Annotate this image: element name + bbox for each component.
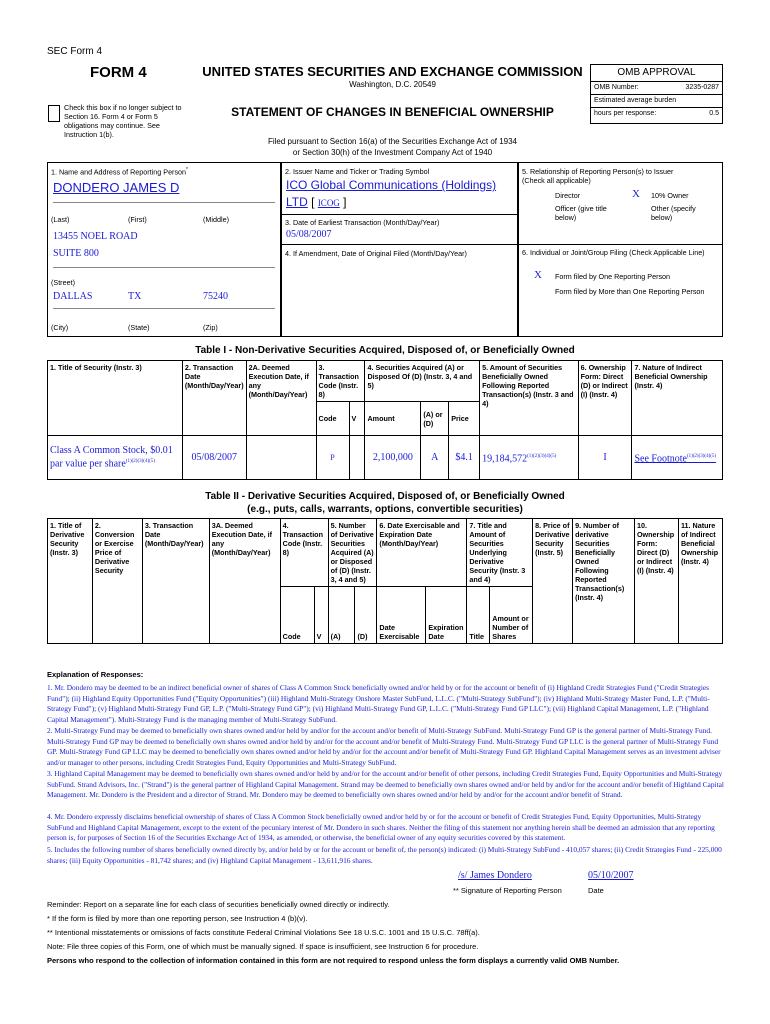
table2-title: Table II - Derivative Securities Acquired, Disposed of, or Beneficially Owned xyxy=(205,491,565,502)
t1-h-date: 2. Transaction Date (Month/Day/Year) xyxy=(182,361,246,436)
omb-hours-label: hours per response: xyxy=(594,110,657,117)
other-label: Other (specify below) xyxy=(651,204,696,222)
t2-h-conversion: 2. Conversion or Exercise Price of Derivative Security xyxy=(92,519,142,644)
form-title: FORM 4 xyxy=(90,64,147,81)
issuer-box xyxy=(281,162,518,337)
t2-h-number: 5. Number of Derivative Securities Acquired (A) or Disposed of (D) (Instr. 3, 4 and 5) xyxy=(328,519,377,587)
t2-h-number-owned: 9. Number of derivative Securities Beneficially Owned Following Reported Transaction(s) (Instr. 4) xyxy=(573,519,635,644)
box1-label: 1. Name and Address of Reporting Person xyxy=(51,167,187,177)
sec-form-label: SEC Form 4 xyxy=(47,46,103,57)
table1-title: Table I - Non-Derivative Securities Acquired, Disposed of, or Beneficially Owned xyxy=(195,345,575,356)
t2-sub-code: Code xyxy=(280,587,314,644)
t1-amount-owned: 19,184,572 xyxy=(482,453,528,465)
signature-name: /s/ James Dondero xyxy=(458,870,532,881)
t2-h-title: 1. Title of Derivative Security (Instr. 3) xyxy=(48,519,93,644)
omb-hours-value: 0.5 xyxy=(709,110,719,117)
box5-sublabel: (Check all applicable) xyxy=(522,176,591,185)
one-person-label: Form filed by One Reporting Person xyxy=(555,272,671,281)
t1-h-nature: 7. Nature of Indirect Beneficial Ownership (Instr. 4) xyxy=(632,361,723,436)
ten-percent-owner-label: 10% Owner xyxy=(651,191,689,200)
box6-label: 6. Individual or Joint/Group Filing (Check Applicable Line) xyxy=(522,248,705,257)
t1-transaction-code: P xyxy=(316,436,349,480)
footer-note-1: * If the form is filed by more than one reporting person, see Instruction 4 (b)(v). xyxy=(47,914,308,923)
state-label: (State) xyxy=(128,323,150,332)
issuer-name-line-2[interactable]: LTD xyxy=(286,195,308,209)
signature-date: 05/10/2007 xyxy=(588,870,634,881)
director-label: Director xyxy=(555,191,581,200)
t1-ownership-form: I xyxy=(578,436,632,480)
t1-h-code: 3. Transaction Code (Instr. 8) xyxy=(316,361,365,402)
t2-sub-amount: Amount or Number of Shares xyxy=(490,587,533,644)
reminder-text: Reminder: Report on a separate line for each class of securities beneficially owned directly or indirectly. xyxy=(47,900,390,909)
one-person-mark: X xyxy=(534,269,542,281)
box3-label: 3. Date of Earliest Transaction (Month/Day/Year) xyxy=(285,218,440,227)
omb-number-value: 3235-0287 xyxy=(685,84,719,91)
footer-note-2: ** Intentional misstatements or omissions of facts constitute Federal Criminal Violations See 18 U.S.C. 1001 and 15 U.S.C. 78ff(a). xyxy=(47,928,480,937)
t1-sub-ad: (A) or (D) xyxy=(421,402,449,436)
footnote-4: 4. Mr. Dondero expressly disclaims beneficial ownership of shares of Class A Common Stock beneficially owned and/or held by or for the account or benefit of Credit Strategies Fund, Equity Opportunities, Multi-Strategy SubFund and Highland Capital Management, except to the extent of the pecuniary interest of Mr. Dondero in such shares. Neither the filing of this statement nor anything herein shall be deemed an admission that any reporting person is, for purposes of Section 16 of the Securities Exchange Act of 1934, as amended, or otherwise, the beneficial owner of any equity securities covered by this statement. xyxy=(47,812,715,842)
t2-sub-date-exercisable: Date Exercisable xyxy=(377,587,426,644)
t2-sub-v: V xyxy=(314,587,328,644)
earliest-transaction-date: 05/08/2007 xyxy=(286,229,332,240)
explanation-title: Explanation of Responses: xyxy=(47,670,144,679)
t1-sub-code: Code xyxy=(316,402,349,436)
checkbox-text: Check this box if no longer subject to Section 16. Form 4 or Form 5 obligations may continue. See Instruction 1(b). xyxy=(64,103,182,139)
more-persons-label: Form filed by More than One Reporting Person xyxy=(555,287,705,296)
ten-percent-owner-mark: X xyxy=(632,188,640,200)
t1-h-deemed: 2A. Deemed Execution Date, if any (Month/Day/Year) xyxy=(246,361,316,436)
box4-label: 4. If Amendment, Date of Original Filed (Month/Day/Year) xyxy=(285,249,467,258)
ticker-symbol[interactable]: ICOG xyxy=(317,198,340,208)
footnote-2: 2. Multi-Strategy Fund may be deemed to beneficially own shares owned and/or held by and/or for the account and/or benefit of Multi-Strategy SubFund. Multi-Strategy Fund GP is the general partner of Multi-Strategy Fund. Multi-Strategy Fund GP may be deemed to beneficially own shares owned and/or held by and/or for the account and/or benefit of Multi-Strategy Fund. Multi-Strategy Fund GP LLC is the general partner of Multi-Strategy Fund GP. Multi-Strategy Fund GP LLC may be deemed to beneficially own shares owned and/or held by and/or for the account and/or benefit of Multi-Strategy Fund GP. Highland Capital Management serves as an investment adviser and/or manager to other persons, including Credit Strategies Fund, Equity Opportunities and Multi-Strategy SubFund. xyxy=(47,726,721,767)
middle-label: (Middle) xyxy=(203,215,229,224)
no-longer-subject-checkbox[interactable] xyxy=(48,105,60,122)
footnote-5: 5. Includes the following number of shares beneficially owned directly by, and/or held by or for the account or benefit of, the person(s) indicated: (i) Multi-Strategy SubFund - 410,057 shares; (ii) Credit Strategies Fund - 225,000 shares; (iii) Equity Opportunities - 81,742 shares; and (iv) Highland Capital Management - 13,611,916 shares. xyxy=(47,845,722,865)
footer-note-4: Persons who respond to the collection of information contained in this form are not required to respond unless the form displays a currently valid OMB Number. xyxy=(47,956,620,965)
box1-label-star: * xyxy=(186,167,188,173)
t2-h-ownership-form: 10. Ownership Form: Direct (D) or Indirect (I) (Instr. 4) xyxy=(634,519,678,644)
last-label: (Last) xyxy=(51,215,70,224)
t2-sub-a: (A) xyxy=(328,587,355,644)
non-derivative-table xyxy=(47,360,723,480)
table-row xyxy=(48,436,723,480)
state-value: TX xyxy=(128,291,142,302)
agency-city: Washington, D.C. 20549 xyxy=(349,80,436,89)
city-label: (City) xyxy=(51,323,69,332)
t1-security-title-fn: (1)(2)(3)(4)(5) xyxy=(125,459,155,465)
filed-line-1: Filed pursuant to Section 16(a) of the Securities Exchange Act of 1934 xyxy=(267,137,518,146)
t1-nature-fn: (1)(2)(3)(4)(5) xyxy=(686,453,717,459)
t1-price: $4.1 xyxy=(449,436,480,480)
zip-value: 75240 xyxy=(203,291,228,302)
agency-title: UNITED STATES SECURITIES AND EXCHANGE COMMISSION xyxy=(202,64,583,79)
footer-note-3: Note: File three copies of this Form, one of which must be manually signed. If space is insufficient, see Instruction 6 for procedure. xyxy=(47,942,479,951)
t1-amount-owned-fn: (1)(2)(3)(4)(5) xyxy=(527,453,557,459)
officer-label: Officer (give title below) xyxy=(555,204,607,222)
date-label: Date xyxy=(588,886,604,895)
street-line-2: SUITE 800 xyxy=(53,248,99,259)
t1-sub-price: Price xyxy=(449,402,480,436)
t1-sub-v: V xyxy=(349,402,365,436)
t2-h-exercisable: 6. Date Exercisable and Expiration Date (Month/Day/Year) xyxy=(377,519,467,587)
reporting-person-box xyxy=(47,162,281,337)
omb-approval-box xyxy=(590,64,723,124)
t1-nature-link[interactable]: See Footnote xyxy=(634,453,687,465)
first-label: (First) xyxy=(128,215,147,224)
street-label: (Street) xyxy=(51,278,75,287)
omb-burden-label: Estimated average burden xyxy=(591,95,722,108)
issuer-name[interactable]: ICO Global Communications (Holdings) xyxy=(286,178,497,192)
box5-label: 5. Relationship of Reporting Person(s) to Issuer xyxy=(522,167,674,176)
city-value: DALLAS xyxy=(53,291,93,302)
street-line-1: 13455 NOEL ROAD xyxy=(53,231,138,242)
t1-transaction-date: 05/08/2007 xyxy=(182,436,246,480)
footnote-3: 3. Highland Capital Management may be deemed to beneficially own shares owned and/or held by and/or for the account and/or benefit of other persons, including Credit Strategies Fund, Equity Opportunities and Multi-Strategy SubFund. Strand Advisors, Inc. ("Strand") is the general partner of Highland Capital Management. Strand may be deemed to beneficially own shares owned and/or held by and/or for the account and/or benefit of Highland Capital Management. Mr. Dondero is the President and a director of Strand. Mr. Dondero may be deemed to beneficially own shares owned and/or held by and/or for the account and/or benefit of Strand. xyxy=(47,769,724,799)
ticker-bracket-close: ] xyxy=(343,195,347,209)
ticker-bracket-open: [ xyxy=(311,195,315,209)
filed-line-2: or Section 30(h) of the Investment Company Act of 1940 xyxy=(292,148,493,157)
t1-h-acquired: 4. Securities Acquired (A) or Disposed Of (D) (Instr. 3, 4 and 5) xyxy=(365,361,480,402)
derivative-table xyxy=(47,518,723,644)
table2-subtitle: (e.g., puts, calls, warrants, options, convertible securities) xyxy=(247,504,523,515)
reporting-person-name[interactable]: DONDERO JAMES D xyxy=(53,180,180,195)
t1-amount: 2,100,000 xyxy=(365,436,421,480)
t2-h-deemed: 3A. Deemed Execution Date, if any (Month/Day/Year) xyxy=(209,519,280,644)
omb-title: OMB APPROVAL xyxy=(591,65,722,82)
t1-h-title: 1. Title of Security (Instr. 3) xyxy=(48,361,183,436)
t2-h-code: 4. Transaction Code (Instr. 8) xyxy=(280,519,328,587)
footnote-1: 1. Mr. Dondero may be deemed to be an indirect beneficial owner of shares of Class A Common Stock beneficially owned and/or held by or for the account or benefit of (i) Highland Credit Strategies Fund ("Credit Strategies Fund"); (ii) Highland Equity Opportunities Fund ("Equity Opportunities") (iii) Highland Multi-Strategy Onshore Master SubFund, L.L.C. ("Multi-Strategy SubFund"); (iv) Highland Multi-Strategy Master Fund, L.P. ("Multi-Strategy Fund"); (v) Highland Multi-Strategy Fund GP, L.P. ("Multi-Strategy Fund GP"); (vi) Highland Multi-Strategy Fund GP, L.L.C. ("Multi-Strategy Fund GP LLC"); (vii) Highland Capital Management, L.P. ("Highland Capital Management"). Multi-Strategy Fund is the managing member of Multi-Strategy SubFund. xyxy=(47,683,710,724)
t2-sub-title: Title xyxy=(467,587,490,644)
signature-label: ** Signature of Reporting Person xyxy=(453,886,562,895)
t1-h-ownership-form: 6. Ownership Form: Direct (D) or Indirect (I) (Instr. 4) xyxy=(578,361,632,436)
t2-sub-expiration: Expiration Date xyxy=(426,587,467,644)
t1-h-amount-owned: 5. Amount of Securities Beneficially Owned Following Reported Transaction(s) (Instr. 3 and 4) xyxy=(480,361,579,436)
relationship-box xyxy=(518,162,723,337)
t1-security-title: Class A Common Stock, $0.01 par value per share xyxy=(50,445,173,470)
statement-title: STATEMENT OF CHANGES IN BENEFICIAL OWNERSHIP xyxy=(231,105,554,119)
box2-label: 2. Issuer Name and Ticker or Trading Symbol xyxy=(285,167,430,176)
t2-h-underlying: 7. Title and Amount of Securities Underlying Derivative Security (Instr. 3 and 4) xyxy=(467,519,533,587)
t1-acquired-disposed: A xyxy=(421,436,449,480)
omb-number-label: OMB Number: xyxy=(594,84,639,91)
zip-label: (Zip) xyxy=(203,323,218,332)
t2-sub-d: (D) xyxy=(355,587,377,644)
t2-h-nature: 11. Nature of Indirect Beneficial Ownership (Instr. 4) xyxy=(678,519,722,644)
t2-h-date: 3. Transaction Date (Month/Day/Year) xyxy=(142,519,209,644)
t2-h-price: 8. Price of Derivative Security (Instr. 5) xyxy=(533,519,573,644)
t1-sub-amount: Amount xyxy=(365,402,421,436)
